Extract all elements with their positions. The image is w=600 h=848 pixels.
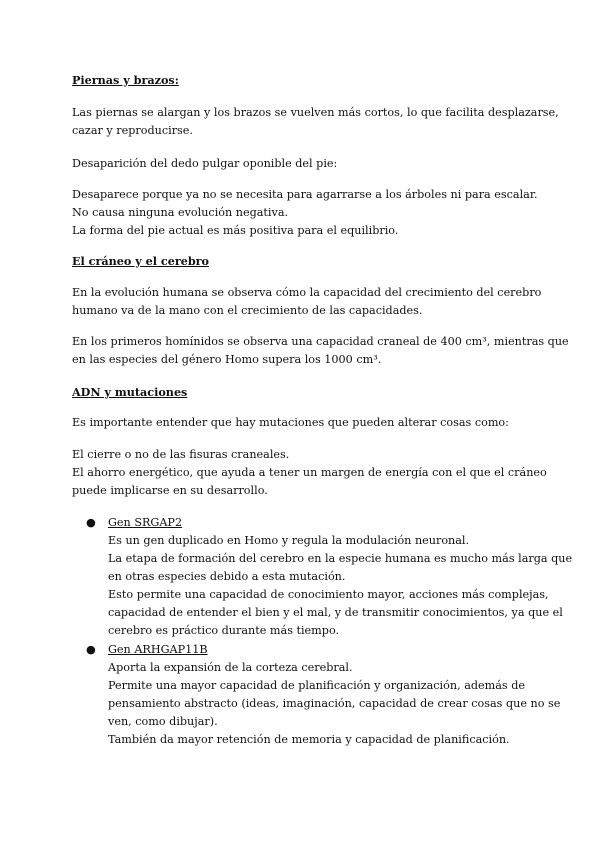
text-line: cerebro es práctico durante más tiempo. xyxy=(108,624,340,637)
text-line: Aporta la expansión de la corteza cerebral. xyxy=(108,661,353,674)
text-line: Permite una mayor capacidad de planificación y organización, además de xyxy=(108,679,526,692)
text-line: También da mayor retención de memoria y capacidad de planificación. xyxy=(108,733,510,746)
paragraph-craneo-1 xyxy=(72,284,542,320)
heading-craneo-y-cerebro: El cráneo y el cerebro xyxy=(72,254,210,268)
text-line: Las piernas se alargan y los brazos se vuelven más cortos, lo que facilita desplazarse, xyxy=(72,106,559,119)
text-line: En los primeros homínidos se observa una capacidad craneal de 400 cm³, mientras que xyxy=(72,335,569,348)
text-line: puede implicarse en su desarrollo. xyxy=(72,484,268,497)
text-line: en las especies del género Homo supera los 1000 cm³. xyxy=(72,353,382,366)
bullet-icon: ● xyxy=(86,643,96,656)
list-item-gen-arhgap11b xyxy=(72,641,561,746)
text-line: El cierre o no de las fisuras craneales. xyxy=(72,448,290,461)
list-item-gen-srgap2 xyxy=(72,514,573,637)
heading-piernas-y-brazos: Piernas y brazos: xyxy=(72,73,179,87)
list-item-body xyxy=(108,514,573,640)
list-item-body xyxy=(108,641,561,749)
text-line: El ahorro energético, que ayuda a tener un margen de energía con el que el cráneo xyxy=(72,466,547,479)
text-line: En la evolución humana se observa cómo la capacidad del crecimiento del cerebro xyxy=(72,286,542,299)
text-line: cazar y reproducirse. xyxy=(72,124,193,137)
text-line: Esto permite una capacidad de conocimiento mayor, acciones más complejas, xyxy=(108,588,549,601)
text-line: La etapa de formación del cerebro en la especie humana es mucho más larga que xyxy=(108,552,573,565)
paragraph-pulgar-title: Desaparición del dedo pulgar oponible del pie: xyxy=(72,157,338,170)
text-line: en otras especies debido a esta mutación. xyxy=(108,570,346,583)
text-line: humano va de la mano con el crecimiento de las capacidades. xyxy=(72,304,423,317)
text-line: ven, como dibujar). xyxy=(108,715,218,728)
paragraph-adn-2 xyxy=(72,446,547,500)
text-line: capacidad de entender el bien y el mal, y de transmitir conocimientos, ya que el xyxy=(108,606,563,619)
text-line: No causa ninguna evolución negativa. xyxy=(72,206,289,219)
paragraph-craneo-2 xyxy=(72,333,569,369)
paragraph-adn-1: Es importante entender que hay mutaciones que pueden alterar cosas como: xyxy=(72,416,509,429)
gene-name-link[interactable]: Gen ARHGAP11B xyxy=(108,643,208,656)
bullet-icon: ● xyxy=(86,516,96,529)
text-line: Desaparece porque ya no se necesita para agarrarse a los árboles ni para escalar. xyxy=(72,188,538,201)
text-line: Es un gen duplicado en Homo y regula la modulación neuronal. xyxy=(108,534,470,547)
text-line: pensamiento abstracto (ideas, imaginación, capacidad de crear cosas que no se xyxy=(108,697,561,710)
text-line: La forma del pie actual es más positiva para el equilibrio. xyxy=(72,224,399,237)
gene-name-link[interactable]: Gen SRGAP2 xyxy=(108,516,183,529)
paragraph-piernas-3 xyxy=(72,186,542,240)
paragraph-piernas-1 xyxy=(72,104,559,140)
heading-adn-y-mutaciones: ADN y mutaciones xyxy=(72,385,188,399)
